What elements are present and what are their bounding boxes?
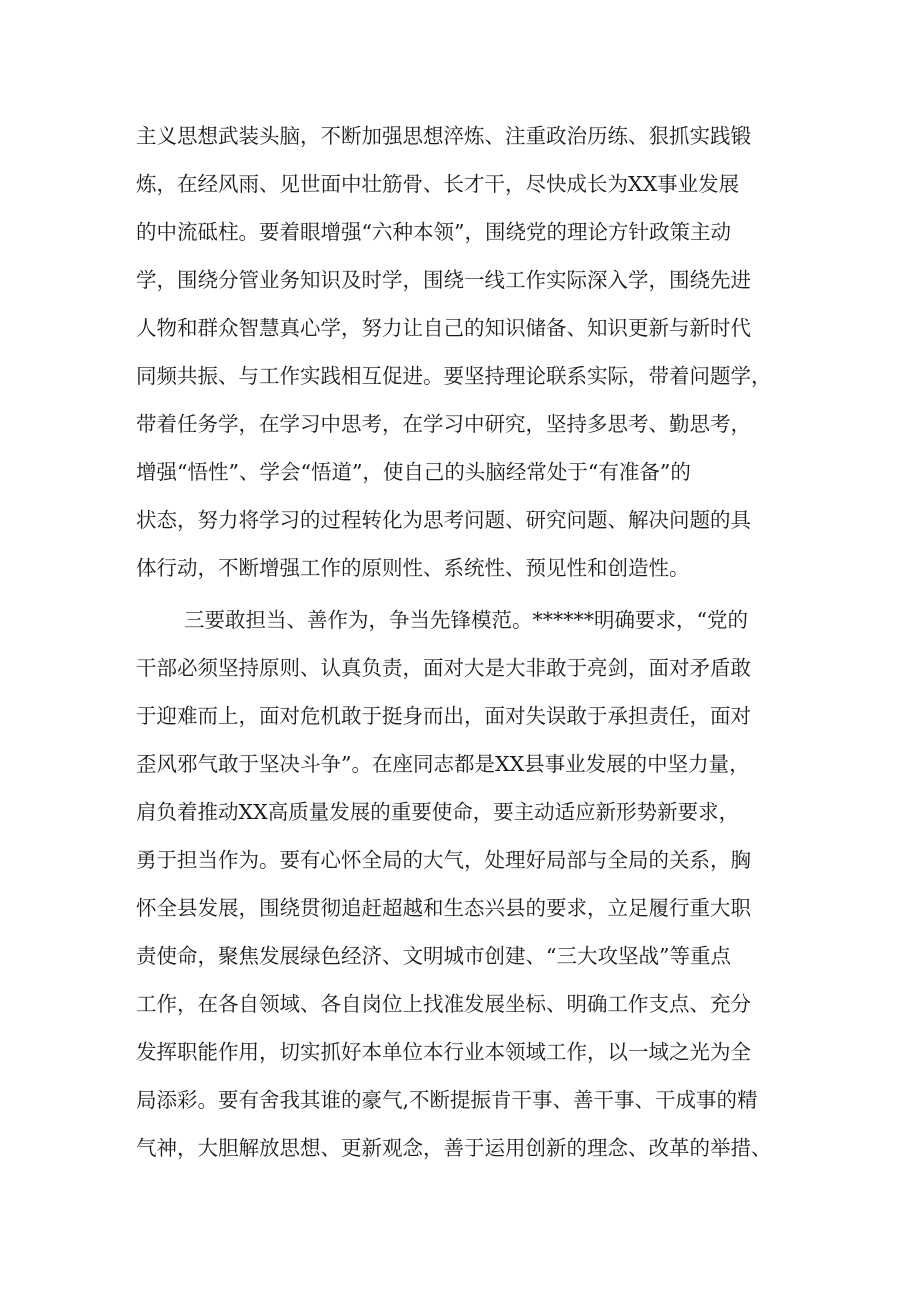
- text-line: 体行动，不断增强工作的原则性、系统性、预见性和创造性。: [136, 556, 690, 580]
- text-line: 歪风邪气敢于坚决斗争”。在座同志都是XX县事业发展的中坚力量，: [136, 752, 750, 776]
- text-line: 学，围绕分管业务知识及时学，围绕一线工作实际深入学，围绕先进: [136, 268, 751, 292]
- text-line: 增强“悟性”、学会“悟道”，使自己的头脑经常处于“有准备”的: [136, 460, 691, 484]
- text-line: 干部必须坚持原则、认真负责，面对大是大非敢于亮剑，面对矛盾敢: [136, 656, 751, 680]
- text-line: 怀全县发展，围绕贯彻追赶超越和生态兴县的要求，立足履行重大职: [136, 896, 751, 920]
- text-line: 局添彩。要有舍我其谁的豪气,不断提振肯干事、善干事、干成事的精: [136, 1088, 758, 1112]
- text-line: 发挥职能作用，切实抓好本单位本行业本领域工作，以一域之光为全: [136, 1040, 751, 1064]
- text-line: 责使命，聚焦发展绿色经济、文明城市创建、“三大攻坚战”等重点: [136, 944, 731, 968]
- text-line: 三要敢担当、善作为，争当先锋模范。******明确要求，“党的: [184, 608, 748, 632]
- text-line: 状态，努力将学习的过程转化为思考问题、研究问题、解决问题的具: [136, 508, 751, 532]
- text-line: 带着任务学，在学习中思考，在学习中研究，坚持多思考、勤思考，: [136, 412, 751, 436]
- text-line: 气神，大胆解放思想、更新观念，善于运用创新的理念、改革的举措、: [136, 1136, 772, 1160]
- text-line: 炼，在经风雨、见世面中壮筋骨、长才干，尽快成长为XX事业发展: [136, 172, 740, 196]
- text-line: 同频共振、与工作实践相互促进。要坚持理论联系实际，带着问题学，: [136, 364, 772, 388]
- text-line: 人物和群众智慧真心学，努力让自己的知识储备、知识更新与新时代: [136, 316, 751, 340]
- text-line: 的中流砥柱。要着眼增强“六种本领”，围绕党的理论方针政策主动: [136, 220, 731, 244]
- text-line: 主义思想武装头脑，不断加强思想淬炼、注重政治历练、狠抓实践锻: [136, 124, 751, 148]
- text-line: 于迎难而上，面对危机敢于挺身而出，面对失误敢于承担责任，面对: [136, 704, 751, 728]
- text-line: 肩负着推动XX高质量发展的重要使命，要主动适应新形势新要求，: [136, 800, 740, 824]
- text-line: 勇于担当作为。要有心怀全局的大气，处理好局部与全局的关系，胸: [136, 848, 751, 872]
- text-line: 工作，在各自领域、各自岗位上找准发展坐标、明确工作支点、充分: [136, 992, 751, 1016]
